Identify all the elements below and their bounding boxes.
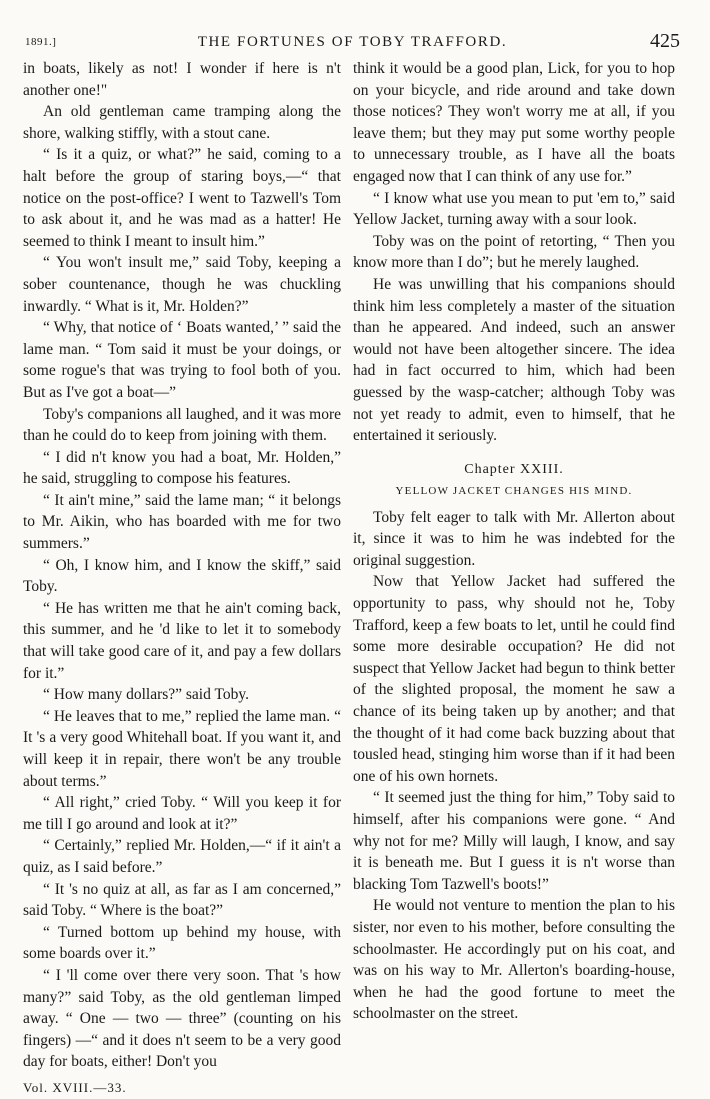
paragraph: He would not venture to mention the plan to his sister, nor even to his mother, before consulting the schoolmaster. He accordingly put on his coat, and was on his way to Mr. Allerton's boarding-house, when he had the good fortune to meet the schoolmaster on the street. xyxy=(353,897,675,1023)
paragraph: in boats, likely as not! I wonder if here is n't another one!" xyxy=(23,60,341,99)
paragraph: “ Certainly,” replied Mr. Holden,—“ if it ain't a quiz, as I said before.” xyxy=(23,837,341,876)
paragraph: “ It ain't mine,” said the lame man; “ it belongs to Mr. Aikin, who has boarded with me for two summers.” xyxy=(23,491,341,553)
paragraph: He was unwilling that his companions should think him less completely a master of the situation than he appeared. And indeed, such an answer would not have been altogether sincere. The idea had in fact occurred to him, which had been guessed by the wasp-catcher; although Toby was not yet ready to admit, even to himself, that he entertained it seriously. xyxy=(353,275,675,445)
paragraph: An old gentleman came tramping along the shore, walking stiffly, with a stout cane. xyxy=(23,103,341,142)
signature-text: Vol. XVIII.—33. xyxy=(23,1079,127,1095)
paragraph: “ I did n't know you had a boat, Mr. Holden,” he said, struggling to compose his features. xyxy=(23,448,341,488)
paragraph: “ Why, that notice of ‘ Boats wanted,’ ” said the lame man. “ Tom said it must be your doings, or some rogue's that was trying to fool both of you. But as I've got a boat—” xyxy=(23,319,341,401)
header-year: 1891.] xyxy=(25,36,57,48)
right-column xyxy=(353,58,675,1025)
paragraph: “ I 'll come over there very soon. That 's how many?” said Toby, as the old gentleman limped away. “ One — two — three” (counting on his fingers) —“ and it does n't seem to be a very good day for boats, either! Don't you xyxy=(23,966,341,1071)
paragraph: “ All right,” cried Toby. “ Will you keep it for me till I go around and look at it?” xyxy=(23,794,341,833)
left-column xyxy=(23,58,341,1099)
paragraph: “ It 's no quiz at all, as far as I am concerned,” said Toby. “ Where is the boat?” xyxy=(23,880,341,920)
paragraph: “ I know what use you mean to put 'em to,” said Yellow Jacket, turning away with a sour look. xyxy=(353,189,675,229)
running-header xyxy=(25,30,680,52)
paragraph: “ Is it a quiz, or what?” he said, coming to a halt before the group of staring boys,—“ that notice on the post-office? I went to Tazwell's Tom to ask about it, and he was mad as a hatter! He seemed to think I meant to insult him.” xyxy=(23,146,341,250)
paragraph: “ You won't insult me,” said Toby, keeping a sober countenance, though he was chuckling inwardly. “ What is it, Mr. Holden?” xyxy=(23,254,341,315)
paragraph: “ He has written me that he ain't coming back, this summer, and he 'd like to let it to somebody that will take good care of it, and pay a few dollars for it.” xyxy=(23,599,341,682)
volume-signature xyxy=(23,1077,341,1099)
paragraph: Toby was on the point of retorting, “ Then you know more than I do”; but he merely laughed. xyxy=(353,232,675,272)
page-number: 425 xyxy=(650,30,680,52)
chapter-heading: Chapter XXIII. xyxy=(464,461,564,477)
paragraph: think it would be a good plan, Lick, for you to hop on your bicycle, and ride around and take down those notices? They won't worry me at all, if you leave them; but they may put some worthy people to unnecessary trouble, as I have all the boats engaged now that I can think of any use for.” xyxy=(353,60,675,185)
paragraph: “ He leaves that to me,” replied the lame man. “ It 's a very good Whitehall boat. If you want it, and will keep it in repair, there won't be any trouble about terms.” xyxy=(23,707,341,790)
paragraph: “ It seemed just the thing for him,” Toby said to himself, after his companions were gone. “ And why not for me? Milly will laugh, I know, and say it is beneath me. But I guess it is n't worse than blacking Tom Tazwell's boots!” xyxy=(353,789,675,893)
paragraph: Toby felt eager to talk with Mr. Allerton about it, since it was to him he was indebted for the original suggestion. xyxy=(353,508,675,569)
chapter-subtitle: YELLOW JACKET CHANGES HIS MIND. xyxy=(395,484,633,497)
header-title: THE FORTUNES OF TOBY TRAFFORD. xyxy=(197,34,508,50)
paragraph: Toby's companions all laughed, and it was more than he could do to keep from joining with them. xyxy=(23,405,341,445)
paragraph: Now that Yellow Jacket had suffered the opportunity to pass, why should not he, Toby Trafford, keep a few boats to let, until he could find some more desirable occupation? He did not suspect that Yellow Jacket had begun to think better of the slighted proposal, the moment he saw a chance of its being taken up by another; and that the thought of it had come back buzzing about that tousled head, stinging him worse than if it had been one of his own hornets. xyxy=(353,573,675,785)
paragraph: “ Turned bottom up behind my house, with some boards over it.” xyxy=(23,923,341,963)
paragraph: “ Oh, I know him, and I know the skiff,” said Toby. xyxy=(23,556,341,596)
paragraph: “ How many dollars?” said Toby. xyxy=(43,686,249,704)
